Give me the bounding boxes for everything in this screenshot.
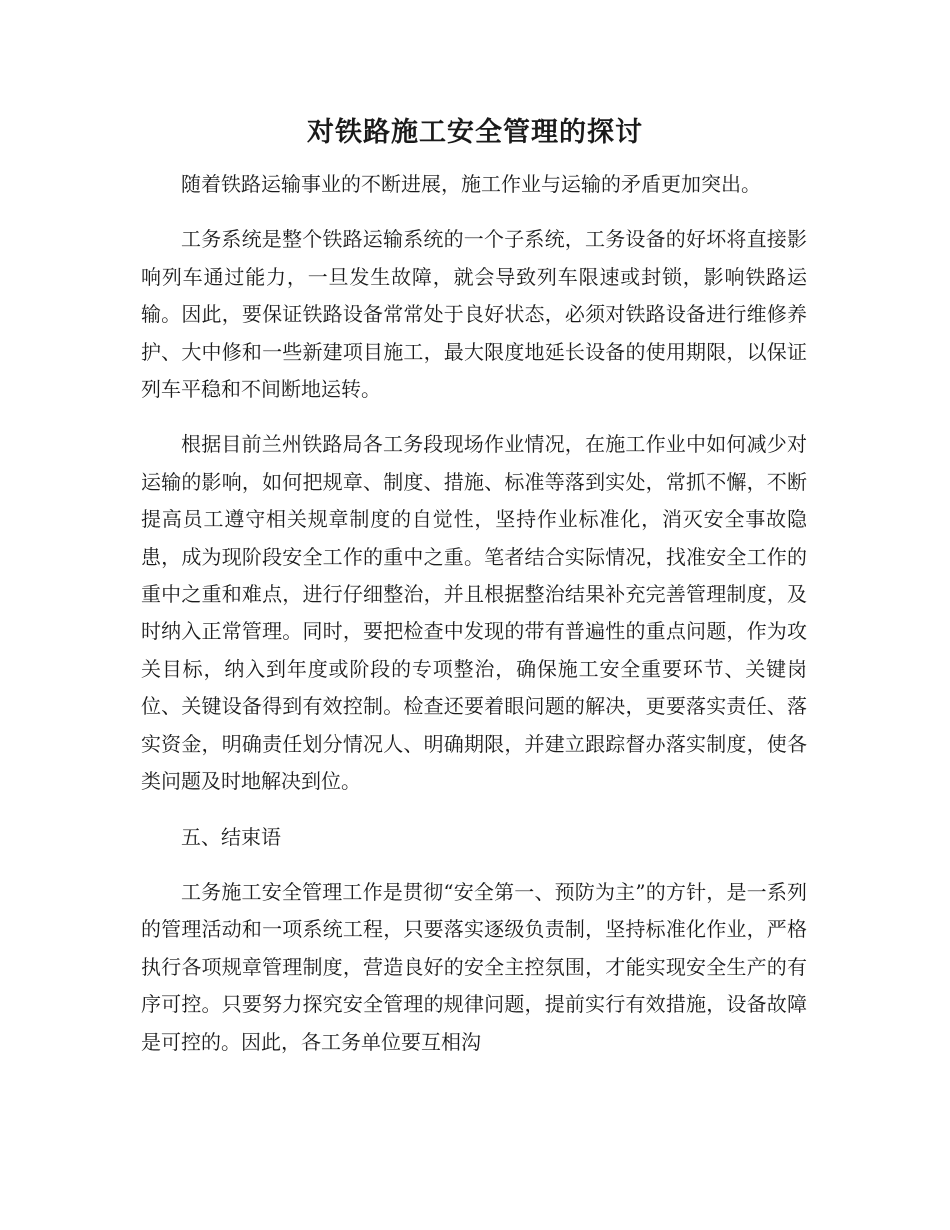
paragraph-intro: 随着铁路运输事业的不断进展，施工作业与运输的矛盾更加突出。	[181, 172, 761, 196]
paragraph-conclusion: 工务施工安全管理工作是贯彻“安全第一、预防为主”的方针，是一系列的管理活动和一项系统工程，只要落实逐级负责制，坚持标准化作业，严格执行各项规章管理制度，营造良好的安全主控氛围，才能实现安全生产的有序可控。只要努力探究安全管理的规律问题，提前实行有效措施，设备故障是可控的。因此，各工务单位要互相沟	[141, 879, 807, 1054]
section-heading-conclusion: 五、结束语	[181, 824, 281, 849]
document-title: 对铁路施工安全管理的探讨	[307, 117, 643, 148]
paragraph-measures: 根据目前兰州铁路局各工务段现场作业情况，在施工作业中如何减少对运输的影响，如何把规章、制度、措施、标准等落到实处，常抓不懈，不断提高员工遵守相关规章制度的自觉性，坚持作业标准化，消灭安全事故隐患，成为现阶段安全工作的重中之重。笔者结合实际情况，找准安全工作的重中之重和难点，进行仔细整治，并且根据整治结果补充完善管理制度，及时纳入正常管理。同时，要把检查中发现的带有普遍性的重点问题，作为攻关目标，纳入到年度或阶段的专项整治，确保施工安全重要环节、关键岗位、关键设备得到有效控制。检查还要着眼问题的解决，更要落实责任、落实资金，明确责任划分情况人、明确期限，并建立跟踪督办落实制度，使各类问题及时地解决到位。	[141, 432, 807, 794]
document-body	[141, 166, 807, 1061]
paragraph-system: 工务系统是整个铁路运输系统的一个子系统，工务设备的好坏将直接影响列车通过能力，一旦发生故障，就会导致列车限速或封锁，影响铁路运输。因此，要保证铁路设备常常处于良好状态，必须对铁路设备进行维修养护、大中修和一些新建项目施工，最大限度地延长设备的使用期限，以保证列车平稳和不间断地运转。	[141, 227, 807, 402]
